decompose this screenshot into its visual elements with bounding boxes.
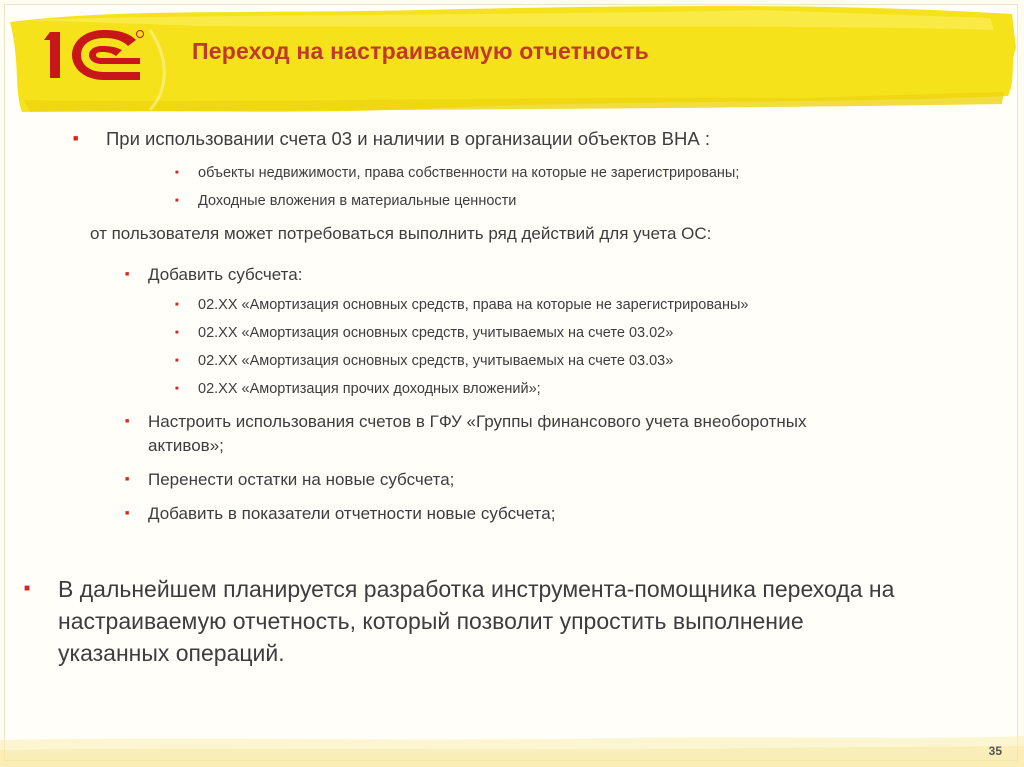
list-item: ■ Доходные вложения в материальные ценности (175, 193, 517, 209)
square-bullet-icon: ■ (73, 133, 79, 143)
yellow-brush-footer (0, 730, 1024, 767)
small-bullet-icon: ■ (125, 476, 130, 483)
intro-text: При использовании счета 03 и наличии в организации объектов ВНА : (106, 128, 710, 149)
list-item: ■ 02.ХХ «Амортизация прочих доходных вложений»; (175, 381, 541, 397)
list-item: ■ 02.ХХ «Амортизация основных средств, учитываемых на счете 03.02» (175, 325, 674, 341)
small-bullet-icon: ■ (175, 330, 179, 336)
small-bullet-icon: ■ (175, 302, 179, 308)
1c-logo-icon (36, 22, 146, 92)
small-bullet-icon: ■ (175, 358, 179, 364)
future-plan-paragraph: ■ В дальнейшем планируется разработка инструмента-помощника перехода на настраиваемую отчетность, который позволит упростить выполнение указанных операций. (24, 576, 895, 666)
list-item: ■ Настроить использования счетов в ГФУ «Группы финансового учета внеоборотных (125, 412, 807, 431)
list-item: ■ Добавить в показатели отчетности новые субсчета; (125, 504, 556, 523)
list-item: ■ 02.ХХ «Амортизация основных средств, права на которые не зарегистрированы» (175, 297, 749, 313)
list-item: ■ 02.ХХ «Амортизация основных средств, учитываемых на счете 03.03» (175, 353, 674, 369)
small-bullet-icon: ■ (125, 271, 130, 278)
list-item-continuation: активов»; (148, 436, 224, 455)
small-bullet-icon: ■ (175, 386, 179, 392)
square-bullet-icon: ■ (24, 583, 31, 594)
small-bullet-icon: ■ (125, 510, 130, 517)
list-item: ■ Добавить субсчета: (125, 265, 303, 284)
intro-line (73, 128, 710, 150)
1c-logo (36, 22, 146, 92)
actions-intro: от пользователя может потребоваться выполнить ряд действий для учета ОС: (90, 224, 712, 243)
slide-title: Переход на настраиваемую отчетность (192, 38, 649, 64)
small-bullet-icon: ■ (175, 170, 179, 176)
small-bullet-icon: ■ (125, 418, 130, 425)
page-number: 35 (988, 744, 1002, 758)
list-item: ■ объекты недвижимости, права собственности на которые не зарегистрированы; (175, 165, 740, 181)
small-bullet-icon: ■ (175, 198, 179, 204)
yellow-brush-header (0, 0, 1024, 130)
list-item: ■ Перенести остатки на новые субсчета; (125, 470, 455, 489)
